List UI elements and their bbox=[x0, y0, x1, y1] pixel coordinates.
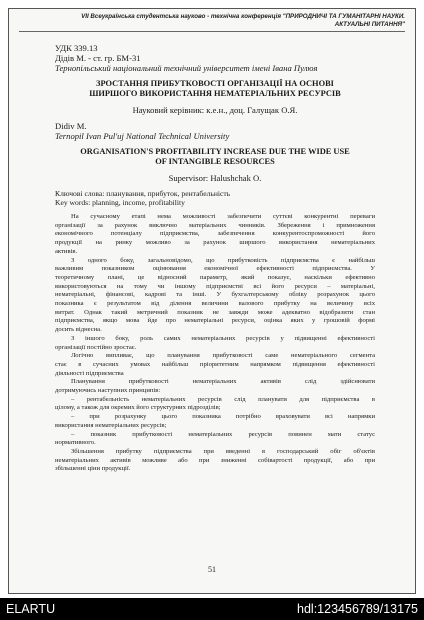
text-line: організації постійно зростає. bbox=[55, 343, 137, 351]
author-ua: Дідів М. - ст. гр. БМ-31 bbox=[55, 53, 141, 63]
page-number: 51 bbox=[208, 565, 216, 574]
text-line: активів. bbox=[55, 247, 78, 255]
paragraph bbox=[55, 352, 375, 378]
text-line: нормативного. bbox=[55, 439, 96, 447]
text-line: дотримуючись наступних принципів: bbox=[55, 387, 161, 395]
keywords-ua: Ключові слова: планування, прибуток, рентабельність bbox=[55, 189, 231, 198]
header-line-2: АКТУАЛЬНІ ПИТАННЯ" bbox=[334, 20, 405, 28]
text-line: економічного потенціалу підприємства, забезпечення конкурентоспроможності його bbox=[55, 230, 375, 238]
repository-name: ELARTU bbox=[6, 602, 56, 616]
header-line-1: VII Всеукраїнська студентська науково - технічна конференція "ПРИРОДНИЧІ ТА ГУМАНІТАРНІ НАУКИ. bbox=[81, 13, 405, 20]
text-line: досить віднесна. bbox=[55, 326, 102, 334]
handle-identifier: hdl:123456789/13175 bbox=[297, 602, 418, 616]
bullet-item bbox=[55, 413, 375, 430]
supervisor-ua: Науковий керівник: к.е.н., доц. Галущак О.Я. bbox=[132, 105, 298, 115]
text-line: З іншого боку, роль самих нематеріальних ресурсів у підвищенні ефективності bbox=[71, 334, 375, 342]
text-line: Логічно випливає, що планування прибутковості саме нематеріального сегмента bbox=[71, 352, 375, 360]
repository-footer-bar bbox=[0, 598, 424, 620]
bullet-item bbox=[55, 396, 375, 413]
text-line: витрат. Однак такий метричний показник не завжди може адекватно відобразити стан bbox=[55, 308, 375, 316]
paragraph bbox=[55, 257, 375, 335]
paragraph bbox=[55, 335, 375, 352]
text-line: цілому, а також для окремих його структурних підрозділів; bbox=[55, 404, 221, 412]
document-page bbox=[8, 8, 416, 594]
text-line: нематеріальних активів можливе або при зниженні собівартості продукції, або при bbox=[55, 456, 375, 464]
text-line: організації за рахунок виключно матеріальних чинників. Збереження і примноження bbox=[55, 221, 375, 229]
keywords-en: Key words: planning, income, profitability bbox=[55, 198, 185, 207]
text-line: З одного боку, загальновідомо, що прибутковість підприємства є найбільш bbox=[71, 256, 375, 264]
paragraph bbox=[55, 213, 375, 257]
text-line: стає в сучасних умовах найбільш пріоритетним напрямком підвищення ефективності bbox=[55, 360, 375, 368]
text-line: важливим показником оцінювання економічної ефективності підприємства. У bbox=[55, 265, 375, 273]
article-body bbox=[55, 213, 375, 474]
text-line: теоретичному плані, це відносний параметр, який показує, наскільки ефективно bbox=[55, 273, 375, 281]
paragraph bbox=[55, 378, 375, 395]
text-line: показника є результатом від ділення величини валового прибутку на величину всіх bbox=[55, 300, 375, 308]
title-en: ORGANISATION'S PROFITABILITY INCREASE DUE THE WIDE USE OF INTANGIBLE RESOURCES bbox=[80, 147, 350, 166]
author-en: Didiv M. bbox=[55, 121, 87, 131]
text-line: використовуються на тому чи іншому підприємстві всі його ресурси – матеріальні, bbox=[55, 282, 375, 290]
text-line: На сучасному етапі нема можливості забезпечити суттєві конкурентні переваги bbox=[71, 213, 375, 220]
bullet-item bbox=[55, 431, 375, 448]
text-line: продукції на ринку можливо за рахунок ширшого використання нематеріальних bbox=[55, 239, 375, 247]
supervisor-en: Supervisor: Halushchak O. bbox=[168, 173, 262, 183]
affiliation-ua: Тернопільський національний технічний університет імені Івана Пулюя bbox=[55, 63, 318, 73]
header-rule bbox=[19, 31, 405, 32]
text-line: – показник прибутковості нематеріальних ресурсів повинен мати статус bbox=[71, 430, 375, 438]
article-content bbox=[55, 43, 375, 474]
text-line: підприємства, якщо мова йде про нематеріальні ресурси, оцінка яких у грошовій формі bbox=[55, 317, 375, 325]
text-line: нематеріальні, фінансові, кадрові та інші. У бухгалтерському обліку розрахунок цього bbox=[55, 291, 375, 299]
paragraph bbox=[55, 448, 375, 474]
udk-code: УДК 339.13 bbox=[55, 43, 98, 53]
text-line: – при розрахунку цього показника потрібно враховувати всі напрямки bbox=[71, 413, 375, 421]
text-line: Планування прибутковості нематеріальних активів слід здійснювати bbox=[71, 378, 375, 386]
title-ua: ЗРОСТАННЯ ПРИБУТКОВОСТІ ОРГАНІЗАЦІЇ НА ОСНОВІ ШИРШОГО ВИКОРИСТАННЯ НЕМАТЕРІАЛЬНИХ РЕСУРСІВ bbox=[89, 79, 341, 98]
conference-header bbox=[19, 13, 405, 28]
affiliation-en: Ternopil Ivan Pul'uj National Technical University bbox=[55, 131, 230, 141]
text-line: збільшенні ціни продукції. bbox=[55, 465, 131, 473]
text-line: використання нематеріальних ресурсів; bbox=[55, 421, 167, 429]
text-line: діяльності підприємства bbox=[55, 369, 124, 377]
text-line: – рентабельність нематеріальних ресурсів слід планувати для підприємства в bbox=[71, 395, 375, 403]
text-line: Збільшення прибутку підприємства при введенні в господарський обіг об'єктів bbox=[71, 447, 375, 455]
